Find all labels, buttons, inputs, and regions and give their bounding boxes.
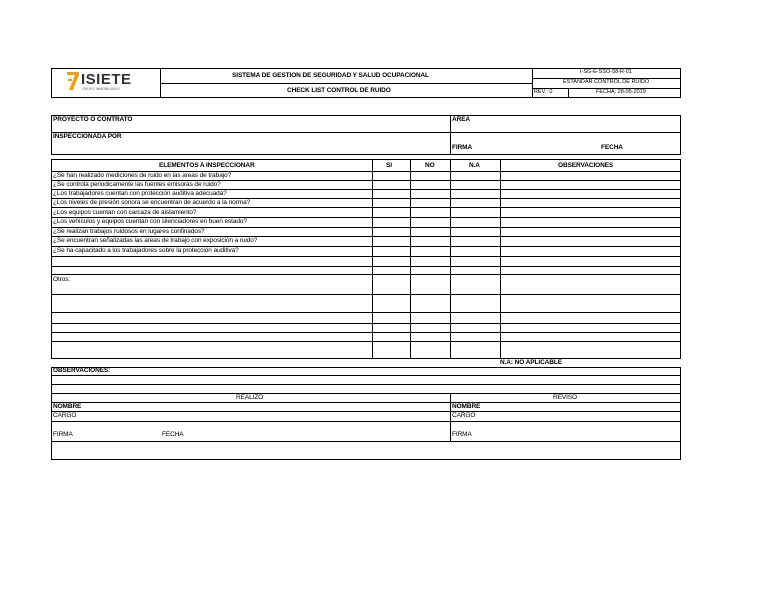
position-label-left: CARGO xyxy=(53,412,77,419)
doc-code: I-SG-E-SSO-58-R-01 xyxy=(580,69,632,75)
footer-line xyxy=(51,375,681,376)
row-line xyxy=(51,341,681,342)
logo-subtext: GRUPO INMOBILIARIO xyxy=(82,87,120,91)
made-by-header: REALIZÓ xyxy=(236,394,264,401)
footer-divider xyxy=(450,393,451,441)
footer-line xyxy=(51,384,681,385)
na-note: N.A: NO APLICABLE xyxy=(500,359,562,366)
row-line xyxy=(51,312,681,313)
col-obs-header: OBSERVACIONES xyxy=(558,162,614,169)
row-line xyxy=(51,323,681,324)
system-title: SISTEMA DE GESTION DE SEGURIDAD Y SALUD OCUPACIONAL xyxy=(232,72,429,79)
footer-line xyxy=(51,411,681,412)
row-line xyxy=(51,332,681,333)
list-item: ¿Se ha capacitado a los trabajadores sobre la protección auditiva? xyxy=(53,247,239,254)
footer-line xyxy=(51,441,681,442)
date-label: FECHA xyxy=(601,144,623,151)
list-item: ¿Se han realizado mediciones de ruido en las areas de trabajo? xyxy=(53,172,232,179)
header-mid-line xyxy=(160,83,532,84)
doc-date: FECHA: 28-05-2019 xyxy=(596,89,646,95)
footer-line xyxy=(51,421,681,422)
company-logo xyxy=(66,70,156,96)
name-label-right: NOMBRE xyxy=(452,403,481,410)
col-si-header: SI xyxy=(386,162,392,169)
project-label: PROYECTO O CONTRATO xyxy=(53,116,133,123)
checklist-title: CHECK LIST CONTROL DE RUIDO xyxy=(287,87,391,94)
info-box xyxy=(51,115,681,155)
signature-label: FIRMA xyxy=(452,144,473,151)
footer-line xyxy=(51,402,681,403)
revision: REV.: 0 xyxy=(534,89,553,95)
row-line xyxy=(51,207,681,208)
logo-text: ISIETE xyxy=(81,71,132,88)
info-line xyxy=(51,132,681,133)
list-item: ¿Los niveles de presión sonora se encuentran de acuerdo a la norma? xyxy=(53,199,251,206)
col-elements-header: ELEMENTOS A INSPECCIONAR xyxy=(159,162,255,169)
signature-label-right: FIRMA xyxy=(452,431,472,438)
col-na-header: N.A xyxy=(469,162,480,169)
logo-mark-icon xyxy=(66,72,80,90)
list-item: ¿Se controla periodicamente las fuentes emisoras de ruido? xyxy=(53,181,221,188)
inspected-by-label: INSPECCIONADA POR xyxy=(53,133,122,140)
col-no-header: NO xyxy=(425,162,435,169)
others-label: Otros: xyxy=(53,276,71,283)
row-line xyxy=(51,294,681,295)
list-item: ¿Los vehículos y equipos cuentan con silenciadores en buen estado? xyxy=(53,218,247,225)
row-line xyxy=(51,256,681,257)
name-label-left: NOMBRE xyxy=(53,403,82,410)
signature-label-left: FIRMA xyxy=(53,431,73,438)
list-item: ¿Los trabajadores cuentan con protección auditiva adecuada? xyxy=(53,190,227,197)
position-label-right: CARGO xyxy=(452,412,476,419)
observations-label: OBSERVACIONES: xyxy=(53,367,111,374)
area-label: AREA xyxy=(452,116,471,123)
list-item: ¿Se realizan trabajos ruidosos en lugares confinados? xyxy=(53,228,205,235)
row-line xyxy=(51,266,681,267)
list-item: ¿Se encuentran señalizadas las areas de trabajo con exposición a ruido? xyxy=(53,237,258,244)
footer-box xyxy=(51,367,681,460)
footer-line xyxy=(51,393,681,394)
rev-divider xyxy=(568,88,569,98)
list-item: ¿Los equipos cuentan con carcaza de aislamiento? xyxy=(53,209,197,216)
reviewed-by-header: REVISÓ xyxy=(553,394,577,401)
info-divider xyxy=(450,115,451,155)
header-divider-right xyxy=(532,68,533,98)
doc-name: ESTANDAR CONTROL DE RUIDO xyxy=(563,79,650,85)
row-line xyxy=(51,274,681,275)
date-label-left: FECHA xyxy=(162,431,184,438)
